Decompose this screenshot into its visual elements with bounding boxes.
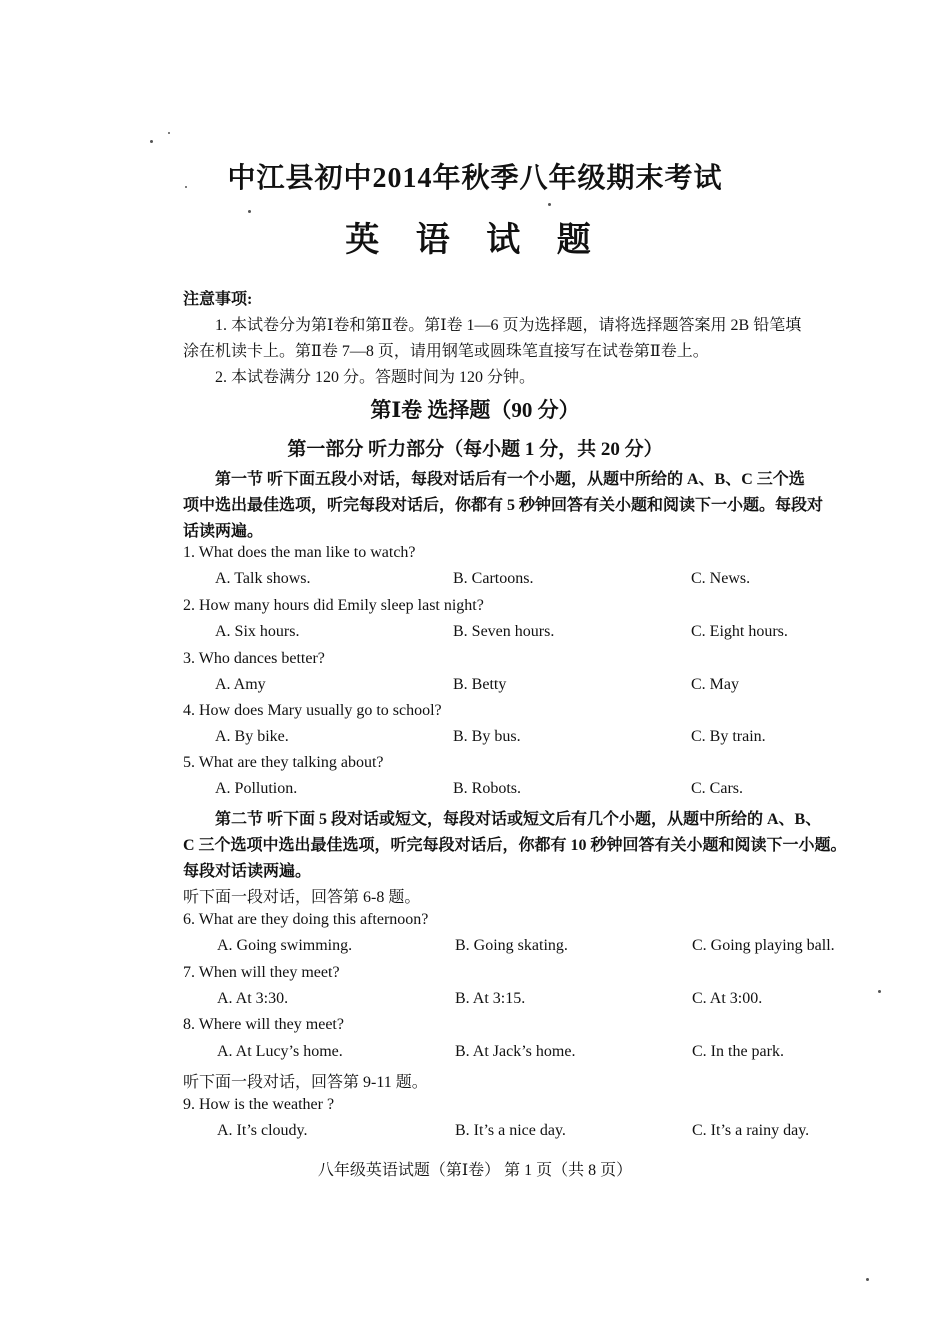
question-6: 6. What are they doing this afternoon? bbox=[183, 911, 429, 928]
q4-option-a: A. By bike. bbox=[215, 728, 289, 745]
scan-speck bbox=[866, 1278, 869, 1281]
scan-speck bbox=[878, 990, 881, 993]
page-footer: 八年级英语试题（第Ⅰ卷） 第 1 页（共 8 页） bbox=[317, 1162, 633, 1179]
notes-line-2: 涂在机读卡上。第Ⅱ卷 7—8 页，请用钢笔或圆珠笔直接写在试卷第Ⅱ卷上。 bbox=[183, 343, 709, 360]
notes-line-1: 1. 本试卷分为第Ⅰ卷和第Ⅱ卷。第Ⅰ卷 1—6 页为选择题，请将选择题答案用 2B 铅笔填 bbox=[215, 317, 802, 334]
q3-option-c: C. May bbox=[691, 676, 739, 693]
q9-option-b: B. It’s a nice day. bbox=[455, 1122, 566, 1139]
notes-line-3: 2. 本试卷满分 120 分。答题时间为 120 分钟。 bbox=[215, 369, 536, 386]
question-5: 5. What are they talking about? bbox=[183, 754, 384, 771]
instruction-6-8: 听下面一段对话，回答第 6-8 题。 bbox=[183, 889, 421, 906]
scan-speck bbox=[150, 140, 153, 143]
q2-option-a: A. Six hours. bbox=[215, 623, 300, 640]
q5-option-b: B. Robots. bbox=[453, 780, 522, 797]
question-8: 8. Where will they meet? bbox=[183, 1016, 344, 1033]
q6-option-c: C. Going playing ball. bbox=[692, 937, 835, 954]
q1-option-c: C. News. bbox=[691, 570, 751, 587]
scan-speck bbox=[168, 132, 170, 134]
part2-instruction-line-2: C 三个选项中选出最佳选项，听完每段对话后，你都有 10 秒钟回答有关小题和阅读下一小题。 bbox=[183, 837, 847, 854]
part1-instruction-line-2: 项中选出最佳选项，听完每段对话后，你都有 5 秒钟回答有关小题和阅读下一小题。每段对 bbox=[183, 497, 824, 514]
q1-option-b: B. Cartoons. bbox=[453, 570, 534, 587]
q2-option-c: C. Eight hours. bbox=[691, 623, 788, 640]
q3-option-a: A. Amy bbox=[215, 676, 266, 693]
exam-subtitle: 英 语 试 题 bbox=[345, 222, 605, 259]
q9-option-a: A. It’s cloudy. bbox=[217, 1122, 308, 1139]
q1-option-a: A. Talk shows. bbox=[215, 570, 311, 587]
q7-option-c: C. At 3:00. bbox=[692, 990, 763, 1007]
question-3: 3. Who dances better? bbox=[183, 650, 325, 667]
exam-title: 中江县初中2014年秋季八年级期末考试 bbox=[227, 163, 723, 194]
q5-option-a: A. Pollution. bbox=[215, 780, 298, 797]
notes-heading: 注意事项: bbox=[183, 291, 253, 308]
part1-instruction-line-1: 第一节 听下面五段小对话，每段对话后有一个小题，从题中所给的 A、B、C 三个选 bbox=[215, 471, 805, 488]
question-1: 1. What does the man like to watch? bbox=[183, 544, 416, 561]
q8-option-a: A. At Lucy’s home. bbox=[217, 1043, 343, 1060]
part2-instruction-line-1: 第二节 听下面 5 段对话或短文，每段对话或短文后有几个小题，从题中所给的 A、B、 bbox=[215, 811, 822, 828]
part1-instruction-line-3: 话读两遍。 bbox=[183, 523, 264, 540]
q3-option-b: B. Betty bbox=[453, 676, 507, 693]
section-title: 第Ⅰ卷 选择题（90 分） bbox=[370, 398, 580, 422]
question-7: 7. When will they meet? bbox=[183, 964, 340, 981]
question-4: 4. How does Mary usually go to school? bbox=[183, 702, 442, 719]
q7-option-a: A. At 3:30. bbox=[217, 990, 289, 1007]
q4-option-b: B. By bus. bbox=[453, 728, 521, 745]
q6-option-b: B. Going skating. bbox=[455, 937, 568, 954]
q8-option-b: B. At Jack’s home. bbox=[455, 1043, 576, 1060]
q7-option-b: B. At 3:15. bbox=[455, 990, 526, 1007]
q8-option-c: C. In the park. bbox=[692, 1043, 784, 1060]
question-9: 9. How is the weather ? bbox=[183, 1096, 335, 1113]
q6-option-a: A. Going swimming. bbox=[217, 937, 353, 954]
q2-option-b: B. Seven hours. bbox=[453, 623, 555, 640]
part2-instruction-line-3: 每段对话读两遍。 bbox=[183, 863, 312, 880]
q4-option-c: C. By train. bbox=[691, 728, 766, 745]
scan-speck bbox=[548, 203, 551, 206]
instruction-9-11: 听下面一段对话，回答第 9-11 题。 bbox=[183, 1074, 428, 1091]
q5-option-c: C. Cars. bbox=[691, 780, 743, 797]
part-title: 第一部分 听力部分（每小题 1 分，共 20 分） bbox=[287, 439, 663, 460]
q9-option-c: C. It’s a rainy day. bbox=[692, 1122, 810, 1139]
question-2: 2. How many hours did Emily sleep last night? bbox=[183, 597, 484, 614]
